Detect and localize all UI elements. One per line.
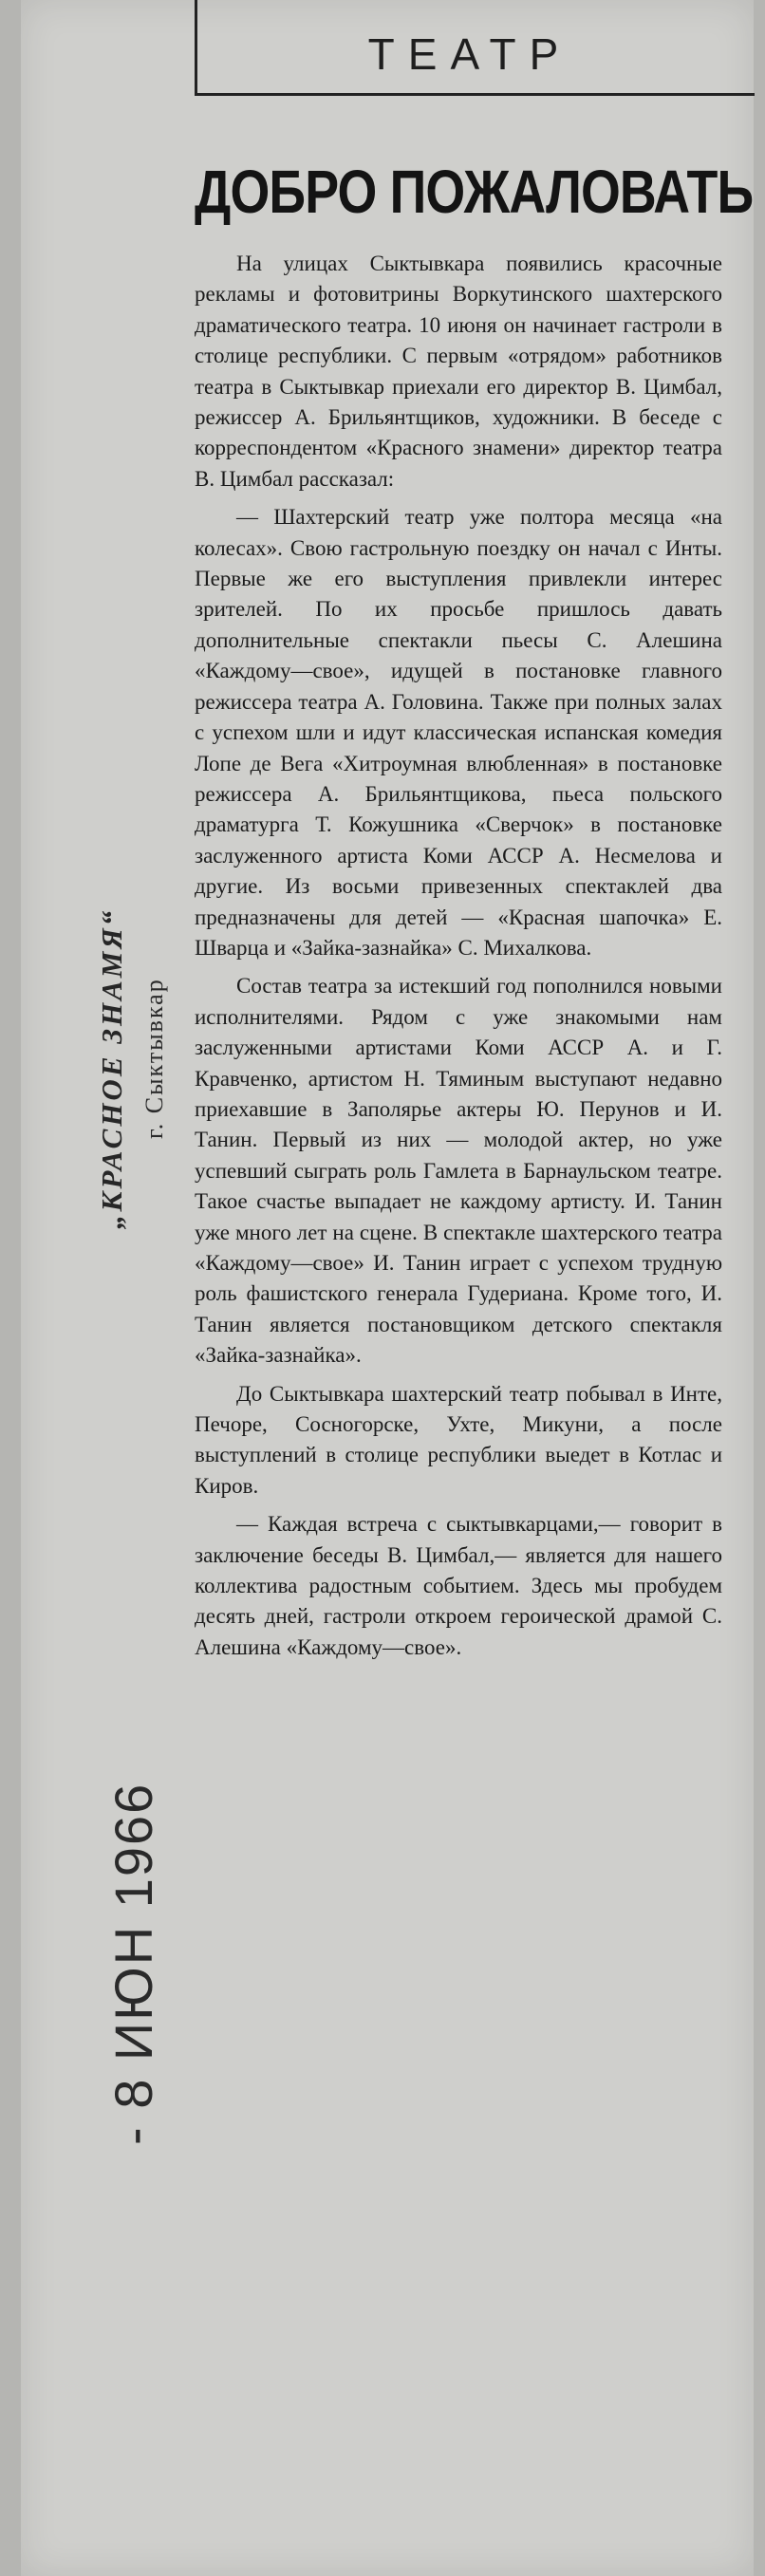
article-paragraph: — Шахтерский театр уже полтора месяца «на колесах». Свою гастрольную поездку он начал с Инты. Первые же его выступления привлекли интерес зрителей. По их просьбе пришлось давать дополнительные спектакли пьесы С. Алешина «Каждому—свое», идущей в постановке главного режиссера театра А. Головина. Также при полных залах с успехом шли и идут классическая испанская комедия Лопе де Вега «Хитроумная влюбленная» в постановке режиссера А. Брильянтщикова, пьеса польского драматурга Т. Кожушника «Сверчок» в постановке заслуженного артиста Коми АССР А. Несмелова и другие. Из восьми привезенных спектаклей два предназначены для детей — «Красная шапочка» Е. Шварца и «Зайка-зазнайка» С. Михалкова.	[195, 505, 722, 960]
rubric-frame-left-rule	[195, 0, 197, 95]
section-rubric: ТЕАТР	[367, 29, 572, 79]
article-paragraph: До Сыктывкара шахтерский театр побывал в Инте, Печоре, Сосногорске, Ухте, Микуни, а после выступлений в столице республики выедет в Котлас и Киров.	[195, 1381, 722, 1498]
article-paragraph: — Каждая встреча с сыктывкарцами,— говорит в заключение беседы В. Цимбал,— является для нашего коллектива радостным событием. Здесь мы пробудем десять дней, гастроли откроем героической драмой С. Алешина «Каждому—свое».	[195, 1512, 722, 1659]
article-headline: ДОБРО ПОЖАЛОВАТЬ	[195, 158, 754, 226]
article-paragraph: Состав театра за истекший год пополнился новыми исполнителями. Рядом с уже знакомыми нам заслуженными артистами Коми АССР А. и Г. Кравченко, артистом Н. Тяминым выступают недавно приехавшие в Заполярье актеры Ю. Перунов и И. Танин. Первый из них — молодой актер, но уже успевший сыграть роль Гамлета в Барнаульском театре. Такое счастье выпадает не каждому артисту. И. Танин уже много лет на сцене. В спектакле шахтерского театра «Каждому—свое» И. Танин играет с успехом трудную роль фашистского генерала Гудериана. Кроме того, И. Танин является постановщиком детского спектакля «Зайка-зазнайка».	[195, 974, 722, 1368]
article-paragraph: На улицах Сыктывкара появились красочные рекламы и фотовитрины Воркутинского шахтерского драматического театра. 10 июня он начинает гастроли в столице республики. С первым «отрядом» работников театра в Сыктывкар приехали его директор В. Цимбал, режиссер А. Брильянтщиков, художники. В беседе с корреспондентом «Красного знамени» директор театра В. Цимбал рассказал:	[195, 252, 722, 491]
stamp-date-text: - 8 ИЮН 1966	[103, 1782, 163, 2145]
stamp-newspaper-name-text: „КРАСНОЕ ЗНАМЯ“	[95, 907, 128, 1229]
rubric-frame-bottom-rule	[195, 93, 755, 96]
stamp-city-text: г. Сыктывкар	[140, 978, 168, 1139]
article-body	[195, 249, 722, 1671]
